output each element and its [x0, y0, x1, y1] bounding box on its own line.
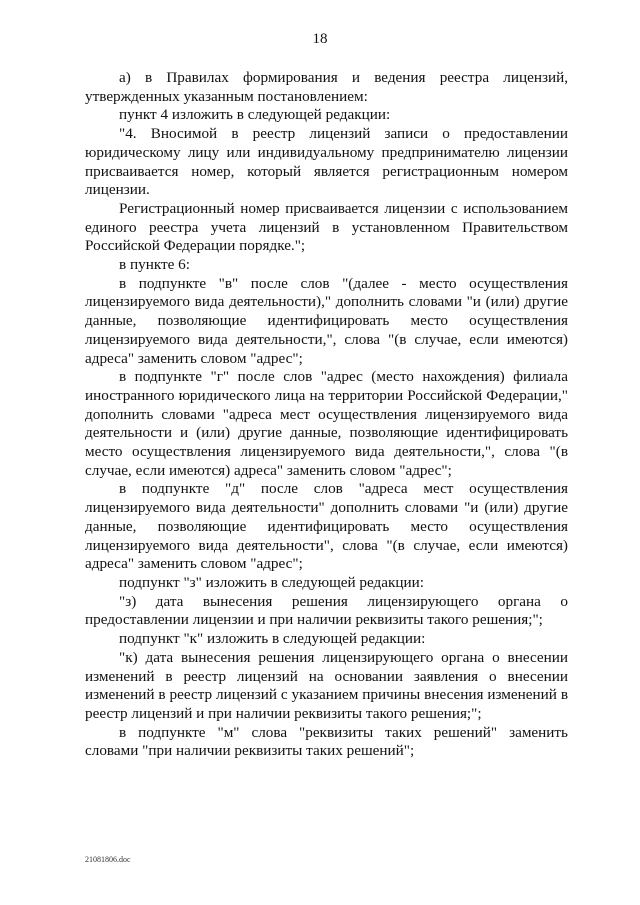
document-body [85, 69, 568, 761]
page-number: 18 [312, 31, 328, 47]
paragraph: а) в Правилах формирования и ведения реестра лицензий, утвержденных указанным постановлением: [85, 69, 568, 105]
paragraph: "з) дата вынесения решения лицензирующего органа о предоставлении лицензии и при наличии реквизиты такого решения;"; [85, 592, 568, 629]
paragraph: "к) дата вынесения решения лицензирующего органа о внесении изменений в реестр лицензий на основании заявления о внесении изменений в реестр лицензий с указанием причины внесения изменений в реестр лицензий и при наличии реквизиты такого решения;"; [85, 648, 568, 722]
paragraph: в пункте 6: [119, 256, 190, 274]
paragraph: подпункт "к" изложить в следующей редакции: [119, 630, 426, 648]
paragraph: в подпункте "д" после слов "адреса мест осуществления лицензируемого вида деятельности" дополнить словами "и (или) другие данные, позволяющие идентифицировать место осуществления лицензируемого вида деятельности", слова "(в случае, если имеются) адреса" заменить словом "адрес"; [85, 480, 568, 573]
paragraph: в подпункте "в" после слов "(далее - место осуществления лицензируемого вида деятельности)," дополнить словами "и (или) другие данные, позволяющие идентифицировать место осуществления лицензируемого вида деятельности,", слова "(в случае, если имеются) адреса" заменить словом "адрес"; [85, 274, 568, 367]
paragraph: пункт 4 изложить в следующей редакции: [119, 106, 391, 124]
paragraph: Регистрационный номер присваивается лицензии с использованием единого реестра учета лицензий в установленном Правительством Российской Федерации порядке."; [85, 199, 568, 255]
footer-filename: 21081806.doc [85, 855, 131, 864]
paragraph: в подпункте "г" после слов "адрес (место нахождения) филиала иностранного юридического лица на территории Российской Федерации," дополнить словами "адреса мест осуществления лицензируемого вида деятельности и (или) другие данные, позволяющие идентифицировать место осуществления лицензируемого вида деятельности,", слова "(в случае, если имеются) адреса" заменить словом "адрес"; [85, 368, 568, 479]
paragraph: в подпункте "м" слова "реквизиты таких решений" заменить словами "при наличии реквизиты таких решений"; [85, 723, 568, 760]
paragraph: "4. Вносимой в реестр лицензий записи о предоставлении юридическому лицу или индивидуальному предпринимателю лицензии присваивается номер, который является регистрационным номером лицензии. [85, 125, 568, 199]
paragraph: подпункт "з" изложить в следующей редакции: [119, 573, 425, 591]
